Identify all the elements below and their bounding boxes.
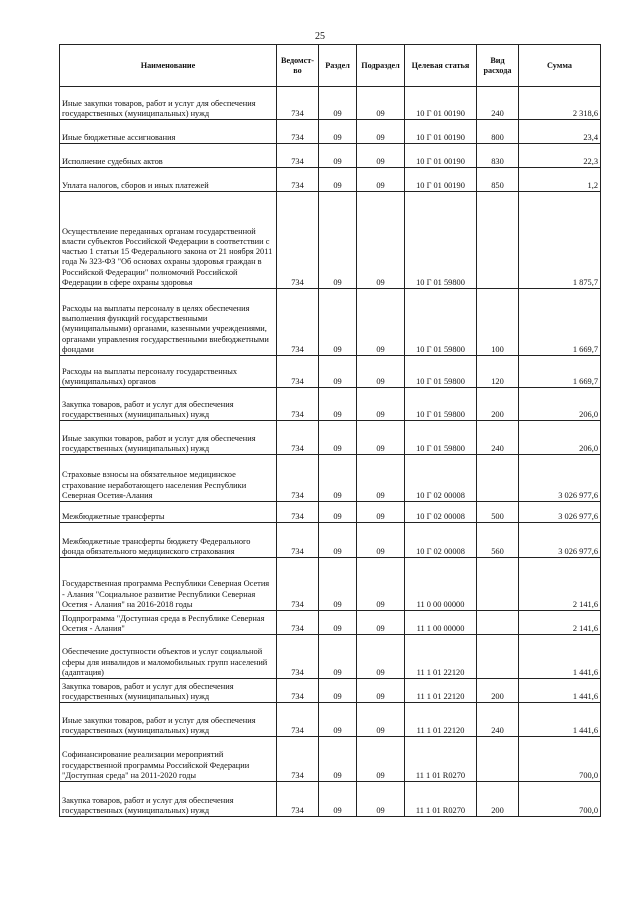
row-razdel: 09 [319,120,357,144]
row-summa: 700,0 [519,737,601,782]
row-razdel: 09 [319,523,357,558]
row-name: Межбюджетные трансферты [60,502,277,523]
row-vid-raskhoda: 560 [477,523,519,558]
row-vid-raskhoda: 850 [477,168,519,192]
table-row [60,168,601,192]
row-razdel: 09 [319,87,357,120]
row-podrazdel: 09 [357,635,405,679]
row-celevaya-statya: 10 Г 01 59800 [405,421,477,455]
row-summa: 206,0 [519,421,601,455]
row-summa: 700,0 [519,782,601,817]
row-razdel: 09 [319,421,357,455]
table-row [60,144,601,168]
row-vid-raskhoda: 240 [477,421,519,455]
table-row [60,455,601,502]
row-name: Уплата налогов, сборов и иных платежей [60,168,277,192]
row-podrazdel: 09 [357,421,405,455]
row-vedomstvo: 734 [277,679,319,703]
row-celevaya-statya: 10 Г 01 59800 [405,356,477,388]
table-row [60,679,601,703]
table-row [60,502,601,523]
row-razdel: 09 [319,144,357,168]
row-vid-raskhoda [477,737,519,782]
row-name: Расходы на выплаты персоналу в целях обеспечения выполнения функций государственными (муниципальными) органами, казенными учреждениями, органами управления государственными внебюджетными фондами [60,289,277,356]
row-celevaya-statya: 10 Г 01 59800 [405,192,477,289]
row-summa: 22,3 [519,144,601,168]
row-razdel: 09 [319,737,357,782]
row-summa: 2 318,6 [519,87,601,120]
row-summa: 1 441,6 [519,635,601,679]
row-name: Закупка товаров, работ и услуг для обеспечения государственных (муниципальных) нужд [60,679,277,703]
row-celevaya-statya: 11 0 00 00000 [405,558,477,611]
row-vedomstvo: 734 [277,558,319,611]
row-celevaya-statya: 10 Г 01 00190 [405,144,477,168]
row-vid-raskhoda [477,455,519,502]
row-summa: 3 026 977,6 [519,455,601,502]
row-vid-raskhoda [477,192,519,289]
table-row [60,611,601,635]
row-razdel: 09 [319,679,357,703]
row-podrazdel: 09 [357,611,405,635]
row-celevaya-statya: 11 1 01 22120 [405,635,477,679]
row-razdel: 09 [319,611,357,635]
row-summa: 1 441,6 [519,679,601,703]
row-name: Исполнение судебных актов [60,144,277,168]
row-vedomstvo: 734 [277,737,319,782]
page-number: 25 [315,31,325,42]
row-vedomstvo: 734 [277,168,319,192]
row-celevaya-statya: 11 1 01 R0270 [405,782,477,817]
row-vid-raskhoda [477,558,519,611]
row-podrazdel: 09 [357,703,405,737]
row-summa: 23,4 [519,120,601,144]
row-vid-raskhoda: 500 [477,502,519,523]
header-vedomstvo: Ведомст-во [277,45,319,87]
row-podrazdel: 09 [357,144,405,168]
row-name: Страховые взносы на обязательное медицинское страхование неработающего населения Республики Северная Осетия-Алания [60,455,277,502]
table-row [60,120,601,144]
header-name: Наименование [60,45,277,87]
row-vedomstvo: 734 [277,421,319,455]
row-vedomstvo: 734 [277,782,319,817]
row-summa: 1,2 [519,168,601,192]
row-vedomstvo: 734 [277,87,319,120]
row-name: Закупка товаров, работ и услуг для обеспечения государственных (муниципальных) нужд [60,388,277,421]
row-podrazdel: 09 [357,289,405,356]
table-row [60,703,601,737]
row-vedomstvo: 734 [277,192,319,289]
row-summa: 2 141,6 [519,611,601,635]
row-vid-raskhoda: 830 [477,144,519,168]
row-vid-raskhoda [477,635,519,679]
row-vid-raskhoda: 200 [477,388,519,421]
row-name: Софинансирование реализации мероприятий государственной программы Российской Федерации "Доступная среда" на 2011-2020 годы [60,737,277,782]
row-razdel: 09 [319,388,357,421]
row-name: Государственная программа Республики Северная Осетия - Алания "Социальное развитие Республики Северная Осетия - Алания" на 2016-2018 годы [60,558,277,611]
row-celevaya-statya: 10 Г 02 00008 [405,502,477,523]
row-razdel: 09 [319,502,357,523]
row-razdel: 09 [319,289,357,356]
row-vid-raskhoda: 100 [477,289,519,356]
table-row [60,356,601,388]
row-celevaya-statya: 10 Г 01 59800 [405,289,477,356]
row-celevaya-statya: 11 1 01 22120 [405,679,477,703]
row-vedomstvo: 734 [277,523,319,558]
row-vedomstvo: 734 [277,703,319,737]
row-celevaya-statya: 10 Г 01 00190 [405,168,477,192]
row-name: Иные закупки товаров, работ и услуг для обеспечения государственных (муниципальных) нужд [60,421,277,455]
row-razdel: 09 [319,192,357,289]
row-name: Осуществление переданных органам государственной власти субъектов Российской Федерации в соответствии с частью 1 статьи 15 Федерального закона от 21 ноября 2011 года № 323-ФЗ "Об основах охраны здоровья граждан в Российской Федерации" полномочий Российской Федерации в сфере охраны здоровья [60,192,277,289]
header-summa: Сумма [519,45,601,87]
row-podrazdel: 09 [357,558,405,611]
row-celevaya-statya: 10 Г 01 59800 [405,388,477,421]
row-celevaya-statya: 11 1 01 22120 [405,703,477,737]
row-summa: 1 441,6 [519,703,601,737]
row-vid-raskhoda: 200 [477,782,519,817]
row-razdel: 09 [319,455,357,502]
table-row [60,523,601,558]
row-celevaya-statya: 11 1 00 00000 [405,611,477,635]
row-summa: 3 026 977,6 [519,523,601,558]
row-celevaya-statya: 10 Г 02 00008 [405,455,477,502]
row-summa: 1 669,7 [519,356,601,388]
row-name: Иные бюджетные ассигнования [60,120,277,144]
row-podrazdel: 09 [357,168,405,192]
row-vid-raskhoda: 240 [477,87,519,120]
row-podrazdel: 09 [357,737,405,782]
table-row [60,388,601,421]
row-vedomstvo: 734 [277,611,319,635]
table-row [60,289,601,356]
row-razdel: 09 [319,168,357,192]
row-podrazdel: 09 [357,87,405,120]
table-row [60,737,601,782]
table-row [60,192,601,289]
row-summa: 1 669,7 [519,289,601,356]
row-vedomstvo: 734 [277,635,319,679]
table-row [60,558,601,611]
row-celevaya-statya: 11 1 01 R0270 [405,737,477,782]
row-razdel: 09 [319,703,357,737]
row-vid-raskhoda: 240 [477,703,519,737]
row-celevaya-statya: 10 Г 02 00008 [405,523,477,558]
row-podrazdel: 09 [357,192,405,289]
row-name: Межбюджетные трансферты бюджету Федерального фонда обязательного медицинского страхования [60,523,277,558]
budget-table [59,44,601,817]
row-razdel: 09 [319,635,357,679]
row-summa: 206,0 [519,388,601,421]
row-name: Иные закупки товаров, работ и услуг для обеспечения государственных (муниципальных) нужд [60,87,277,120]
table-row [60,421,601,455]
row-podrazdel: 09 [357,782,405,817]
row-summa: 2 141,6 [519,558,601,611]
row-razdel: 09 [319,782,357,817]
row-celevaya-statya: 10 Г 01 00190 [405,120,477,144]
row-podrazdel: 09 [357,455,405,502]
row-vid-raskhoda [477,611,519,635]
row-vid-raskhoda: 800 [477,120,519,144]
row-vid-raskhoda: 120 [477,356,519,388]
header-vid-raskhoda: Вид расхода [477,45,519,87]
row-podrazdel: 09 [357,679,405,703]
header-celevaya-statya: Целевая статья [405,45,477,87]
row-vedomstvo: 734 [277,144,319,168]
row-vedomstvo: 734 [277,356,319,388]
row-summa: 1 875,7 [519,192,601,289]
row-podrazdel: 09 [357,356,405,388]
row-name: Обеспечение доступности объектов и услуг социальной сферы для инвалидов и маломобильных групп населений (адаптация) [60,635,277,679]
header-row [60,45,601,87]
row-name: Закупка товаров, работ и услуг для обеспечения государственных (муниципальных) нужд [60,782,277,817]
row-vid-raskhoda: 200 [477,679,519,703]
header-razdel: Раздел [319,45,357,87]
table-row [60,87,601,120]
row-vedomstvo: 734 [277,455,319,502]
row-vedomstvo: 734 [277,120,319,144]
row-celevaya-statya: 10 Г 01 00190 [405,87,477,120]
row-name: Иные закупки товаров, работ и услуг для обеспечения государственных (муниципальных) нужд [60,703,277,737]
row-razdel: 09 [319,558,357,611]
row-podrazdel: 09 [357,120,405,144]
row-podrazdel: 09 [357,502,405,523]
row-summa: 3 026 977,6 [519,502,601,523]
table-row [60,635,601,679]
row-razdel: 09 [319,356,357,388]
row-vedomstvo: 734 [277,502,319,523]
row-podrazdel: 09 [357,523,405,558]
header-podrazdel: Подраздел [357,45,405,87]
table-row [60,782,601,817]
row-vedomstvo: 734 [277,388,319,421]
row-vedomstvo: 734 [277,289,319,356]
row-name: Расходы на выплаты персоналу государственных (муниципальных) органов [60,356,277,388]
row-name: Подпрограмма "Доступная среда в Республике Северная Осетия - Алания" [60,611,277,635]
row-podrazdel: 09 [357,388,405,421]
